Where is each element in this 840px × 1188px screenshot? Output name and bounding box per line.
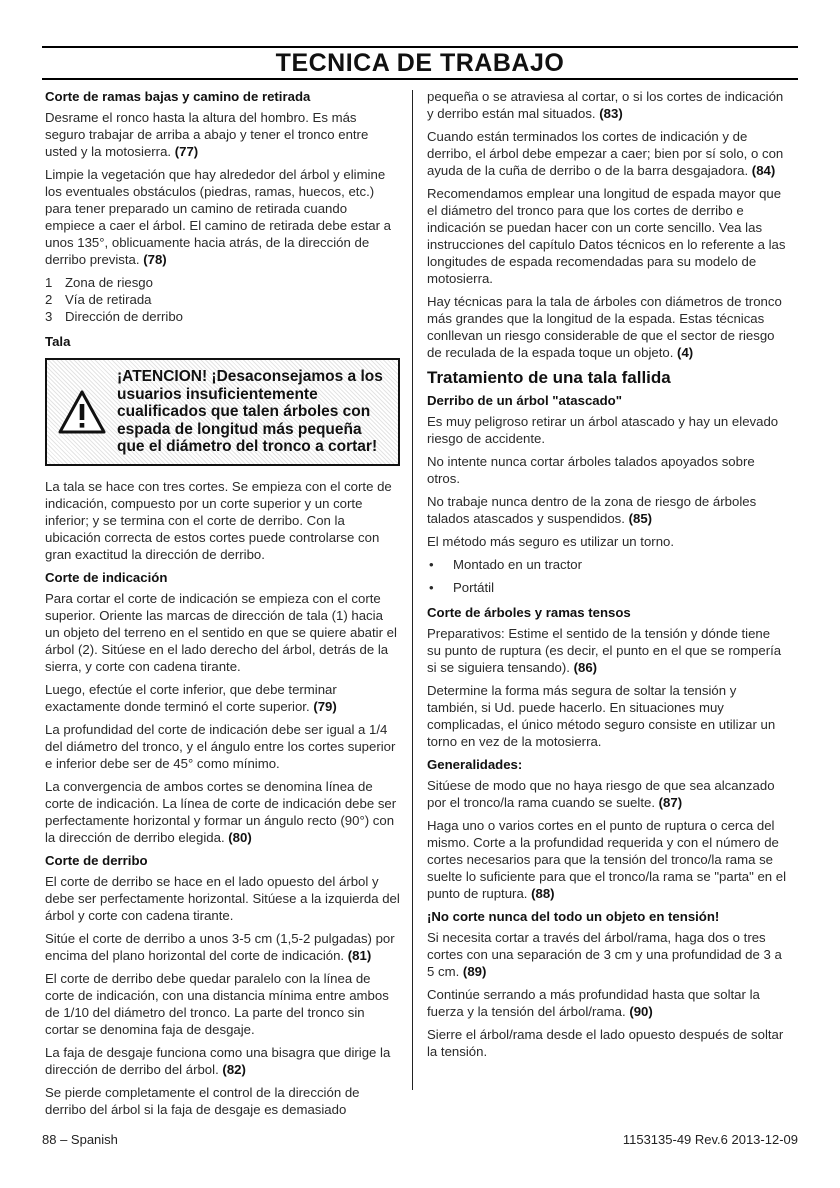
paragraph bbox=[45, 930, 400, 964]
figure-ref: (85) bbox=[628, 511, 653, 526]
figure-ref: (79) bbox=[313, 699, 337, 714]
list-item bbox=[427, 556, 787, 573]
paragraph bbox=[427, 88, 787, 122]
paragraph-text: Haga uno o varios cortes en el punto de ruptura o cerca del mismo. Corte a la profundidad requerida y con el número de cortes necesarios para que la tensión del tronco/la rama se suelte lo suficiente para que el tronco/la rama se "parta" en el punto de ruptura. bbox=[427, 818, 787, 901]
paragraph: Para cortar el corte de indicación se empieza con el corte superior. Oriente las marcas de dirección de tala (1) hacia un objeto del terreno en el sentido en que se quiere abatir el árbol (2). Sitúese en el lado derecho del árbol, detrás de la sierra, y corte con cadena tirante. bbox=[45, 591, 397, 674]
section-heading-no-corte-tension: ¡No corte nunca del todo un objeto en tensión! bbox=[427, 909, 720, 924]
section-heading-corte-derribo: Corte de derribo bbox=[45, 853, 148, 868]
paragraph bbox=[427, 777, 787, 811]
figure-ref: (89) bbox=[462, 964, 487, 979]
paragraph bbox=[427, 817, 787, 902]
paragraph: Recomendamos emplear una longitud de espada mayor que el diámetro del tronco para que los cortes de derribo e indicación se puedan hacer con un corte sencillo. Vea las instrucciones del capítulo Datos técnicos en lo referente a las longitudes de espada recomendadas para su modelo de motosierra. bbox=[427, 186, 786, 286]
paragraph-text: Limpie la vegetación que hay alrededor del árbol y elimine los eventuales obstáculos (piedras, ramas, huecos, etc.) para tener preparado un camino de retirada cuando empiece a caer el árbol. El camino de retirada debe estar a unos 135°, oblicuamente hacia atrás, de la dirección de derribo prevista. bbox=[45, 167, 391, 267]
figure-ref: (84) bbox=[751, 163, 776, 178]
section-heading-arbol-atascado: Derribo de un árbol "atascado" bbox=[427, 393, 622, 408]
paragraph: Se pierde completamente el control de la dirección de derribo del árbol si la faja de desgaje es demasiado bbox=[45, 1085, 360, 1117]
paragraph-text: La faja de desgaje funciona como una bisagra que dirige la dirección de derribo del árbol. bbox=[45, 1045, 391, 1077]
list-number: 1 bbox=[45, 275, 53, 290]
paragraph bbox=[427, 128, 787, 179]
paragraph bbox=[427, 986, 787, 1020]
section-heading-arboles-tensos: Corte de árboles y ramas tensos bbox=[427, 605, 631, 620]
warning-triangle-icon bbox=[47, 389, 117, 435]
figure-ref: (87) bbox=[658, 795, 683, 810]
list-text: Montado en un tractor bbox=[453, 557, 583, 572]
figure-ref: (88) bbox=[531, 886, 555, 901]
left-column bbox=[45, 88, 400, 1124]
paragraph bbox=[45, 109, 400, 160]
section-heading-generalidades: Generalidades: bbox=[427, 757, 523, 772]
section-title-tala-fallida: Tratamiento de una tala fallida bbox=[427, 368, 671, 387]
paragraph-text: Preparativos: Estime el sentido de la tensión y dónde tiene su punto de ruptura (es decir, el punto en el que se rompería si se siguiera tensando). bbox=[427, 626, 782, 675]
figure-ref: (83) bbox=[599, 106, 623, 121]
figure-ref: (90) bbox=[629, 1004, 653, 1019]
numbered-list bbox=[45, 274, 400, 325]
list-number: 3 bbox=[45, 309, 53, 324]
paragraph: No intente nunca cortar árboles talados apoyados sobre otros. bbox=[427, 454, 755, 486]
list-item bbox=[45, 274, 400, 291]
paragraph bbox=[427, 929, 787, 980]
list-text: Zona de riesgo bbox=[65, 275, 153, 290]
paragraph-text: No trabaje nunca dentro de la zona de riesgo de árboles talados atascados y suspendidos. bbox=[427, 494, 757, 526]
paragraph-text: Si necesita cortar a través del árbol/rama, haga dos o tres cortes con una separación de 3 cm y una profundidad de 3 a 5 cm. bbox=[427, 930, 782, 979]
paragraph: El corte de derribo se hace en el lado opuesto del árbol y debe ser perfectamente horizontal. Sitúese a la izquierda del árbol y corte con cadena tirante. bbox=[45, 874, 400, 923]
warning-text: ¡ATENCION! ¡Desaconsejamos a los usuarios insuficientemente cualificados que talen árboles con espada de longitud más pequeña que el diámetro del tronco a cortar! bbox=[117, 368, 383, 456]
paragraph: La profundidad del corte de indicación debe ser igual a 1/4 del diámetro del tronco, y el ángulo entre los cortes superior e inferior debe ser de 45° como mínimo. bbox=[45, 722, 396, 771]
paragraph-text: Desrame el ronco hasta la altura del hombro. Es más seguro trabajar de arriba a abajo y tener el tronco entre usted y la motosierra. bbox=[45, 110, 369, 159]
list-item bbox=[45, 291, 400, 308]
figure-ref: (4) bbox=[677, 345, 694, 360]
figure-ref: (86) bbox=[573, 660, 598, 675]
paragraph bbox=[45, 681, 400, 715]
section-heading-corte-indicacion: Corte de indicación bbox=[45, 570, 168, 585]
page-number: 88 – Spanish bbox=[42, 1132, 118, 1147]
paragraph-text: Sitúe el corte de derribo a unos 3-5 cm (1,5-2 pulgadas) por encima del plano horizontal del corte de indicación. bbox=[45, 931, 395, 963]
paragraph bbox=[45, 778, 400, 846]
list-text: Dirección de derribo bbox=[65, 309, 184, 324]
paragraph-text: pequeña o se atraviesa al cortar, o si los cortes de indicación y derribo están mal situados. bbox=[427, 89, 784, 121]
paragraph bbox=[45, 1044, 400, 1078]
paragraph: La tala se hace con tres cortes. Se empieza con el corte de indicación, compuesto por un corte superior y un corte inferior; y se termina con el corte de derribo. Con la ubicación correcta de estos cortes puede controlarse con gran exactitud la dirección de derribo. bbox=[45, 479, 392, 562]
list-text: Vía de retirada bbox=[65, 292, 152, 307]
page-title: TECNICA DE TRABAJO bbox=[275, 49, 565, 77]
paragraph bbox=[427, 493, 787, 527]
paragraph: Es muy peligroso retirar un árbol atascado y hay un elevado riesgo de accidente. bbox=[427, 414, 779, 446]
paragraph: El método más seguro es utilizar un torno. bbox=[427, 534, 675, 549]
section-heading-tala: Tala bbox=[45, 334, 71, 349]
bullet-icon: • bbox=[429, 557, 434, 572]
paragraph: Determine la forma más segura de soltar la tensión y también, si Ud. puede hacerlo. En situaciones muy complicadas, el único método seguro consiste en utilizar un torno en vez de la motosierra. bbox=[427, 683, 776, 749]
warning-box bbox=[45, 358, 400, 466]
figure-ref: (77) bbox=[174, 144, 199, 159]
paragraph-text: La convergencia de ambos cortes se denomina línea de corte de indicación. La línea de corte de indicación debe ser perfectamente horizontal y formar un ángulo recto (90°) con la dirección de derribo elegida. bbox=[45, 779, 397, 845]
paragraph: El corte de derribo debe quedar paralelo con la línea de corte de indicación, con una distancia mínima entre ambos de 1/10 del diámetro del tronco. La parte del tronco sin cortar se denomina faja de desgaje. bbox=[45, 971, 389, 1037]
paragraph bbox=[427, 293, 787, 361]
figure-ref: (81) bbox=[347, 948, 372, 963]
paragraph-text: Hay técnicas para la tala de árboles con diámetros de tronco más grandes que la longitud de la espada. Estas técnicas conllevan un riesgo considerable de que el sector de riesgo de reculada de la espada toque un objeto. bbox=[427, 294, 782, 360]
paragraph-text: Continúe serrando a más profundidad hasta que soltar la fuerza y la tensión del árbol/rama. bbox=[427, 987, 760, 1019]
list-number: 2 bbox=[45, 292, 53, 307]
header-rule-bottom bbox=[42, 78, 798, 80]
section-heading-ramas-bajas: Corte de ramas bajas y camino de retirada bbox=[45, 89, 311, 104]
list-item bbox=[45, 308, 400, 325]
paragraph: Sierre el árbol/rama desde el lado opuesto después de soltar la tensión. bbox=[427, 1027, 784, 1059]
right-column bbox=[427, 88, 787, 1066]
figure-ref: (78) bbox=[143, 252, 167, 267]
paragraph-text: Luego, efectúe el corte inferior, que debe terminar exactamente donde terminó el corte superior. bbox=[45, 682, 337, 714]
list-item bbox=[427, 579, 787, 596]
document-id: 1153135-49 Rev.6 2013-12-09 bbox=[622, 1132, 798, 1147]
figure-ref: (80) bbox=[228, 830, 252, 845]
figure-ref: (82) bbox=[222, 1062, 246, 1077]
paragraph-text: Cuando están terminados los cortes de indicación y de derribo, el árbol debe empezar a caer; bien por sí solo, o con ayuda de la cuña de derribo o de la barra desgajadora. bbox=[427, 129, 784, 178]
list-text: Portátil bbox=[453, 580, 495, 595]
paragraph bbox=[427, 625, 787, 676]
bullet-list bbox=[427, 556, 787, 596]
paragraph-text: Sitúese de modo que no haya riesgo de que sea alcanzado por el tronco/la rama cuando se suelte. bbox=[427, 778, 775, 810]
bullet-icon: • bbox=[429, 580, 434, 595]
paragraph bbox=[45, 166, 400, 268]
column-divider bbox=[412, 90, 413, 1090]
